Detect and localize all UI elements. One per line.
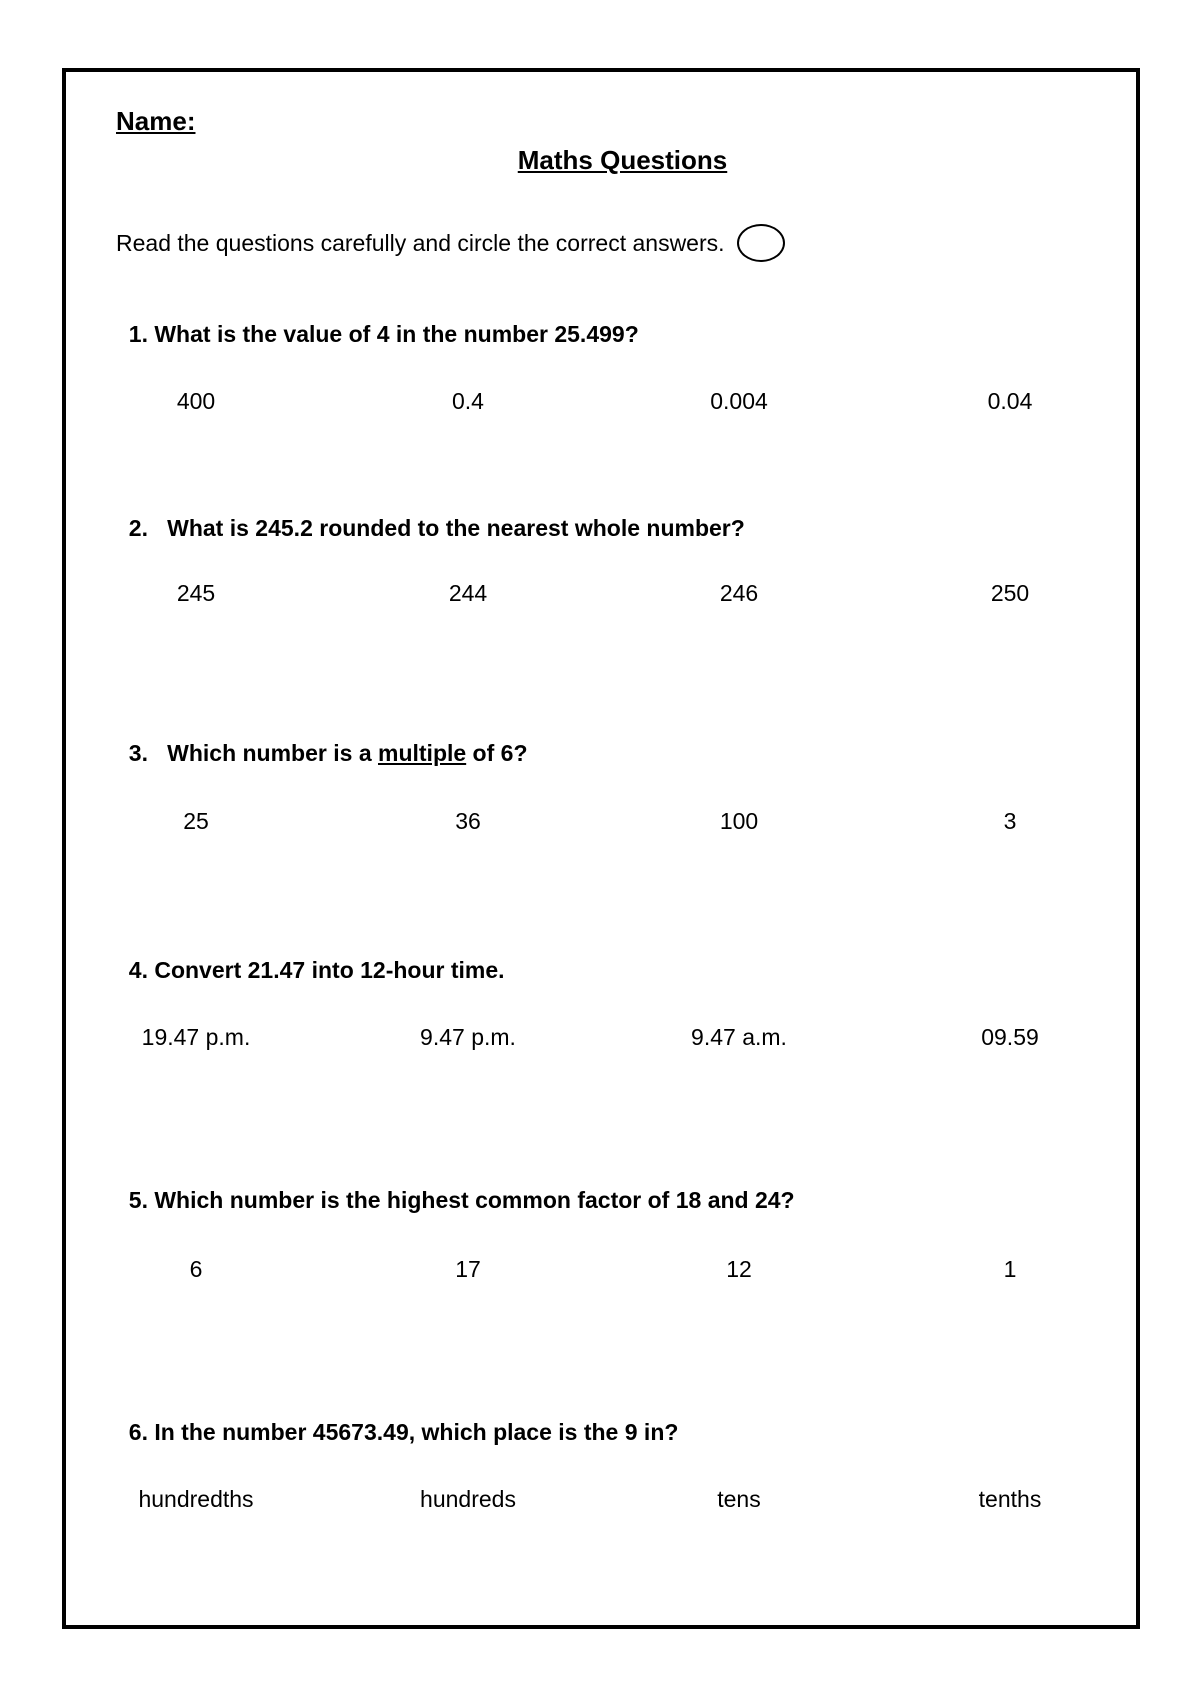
answer-option[interactable]: 19.47 p.m. (141, 1024, 251, 1050)
answer-option[interactable]: 1 (1003, 1256, 1017, 1282)
answer-option[interactable]: 100 (719, 808, 759, 834)
question-5 (116, 1160, 795, 1214)
answer-option[interactable]: hundredths (138, 1486, 254, 1512)
answers-2 (0, 580, 1200, 610)
answer-option[interactable]: 0.4 (452, 388, 484, 414)
answer-option[interactable]: 6 (189, 1256, 203, 1282)
question-text: 5. Which number is the highest common factor of 18 and 24? (128, 1187, 795, 1213)
question-text: 4. Convert 21.47 into 12-hour time. (128, 957, 505, 983)
answer-option[interactable]: 09.59 (981, 1024, 1039, 1050)
answers-6 (0, 1486, 1200, 1516)
answer-option[interactable]: 245 (176, 580, 216, 606)
answer-option[interactable]: 0.004 (710, 388, 768, 414)
answer-option[interactable]: 25 (183, 808, 209, 834)
answer-option[interactable]: 3 (1003, 808, 1017, 834)
answers-4 (0, 1024, 1200, 1054)
question-text: 3. Which number is a (128, 740, 378, 766)
name-label: Name: (116, 106, 196, 136)
answer-option[interactable]: 0.04 (987, 388, 1033, 414)
circle-icon (737, 224, 785, 262)
answer-option[interactable]: 9.47 p.m. (420, 1024, 516, 1050)
answers-1 (0, 388, 1200, 418)
page-title: Maths Questions (517, 145, 728, 175)
question-text: 1. What is the value of 4 in the number 25.499? (128, 321, 639, 347)
question-1 (116, 294, 639, 348)
instruction-text: Read the questions carefully and circle the correct answers. (116, 229, 725, 256)
answer-option[interactable]: 250 (990, 580, 1030, 606)
answer-option[interactable]: 12 (726, 1256, 752, 1282)
question-6 (116, 1392, 678, 1446)
answer-option[interactable]: 246 (719, 580, 759, 606)
answer-option[interactable]: 17 (455, 1256, 481, 1282)
instruction (116, 224, 785, 262)
answer-option[interactable]: tenths (978, 1486, 1042, 1512)
question-emphasis: multiple (378, 740, 467, 766)
answer-option[interactable]: 9.47 a.m. (691, 1024, 787, 1050)
question-text: 2. What is 245.2 rounded to the nearest whole number? (128, 515, 745, 541)
question-2 (116, 488, 745, 542)
answers-3 (0, 808, 1200, 838)
answers-5 (0, 1256, 1200, 1286)
question-4 (116, 930, 505, 984)
question-text-end: of 6? (466, 740, 528, 766)
answer-option[interactable]: tens (717, 1486, 761, 1512)
answer-option[interactable]: 400 (176, 388, 216, 414)
question-3 (116, 713, 528, 767)
question-text: 6. In the number 45673.49, which place is the 9 in? (128, 1419, 679, 1445)
answer-option[interactable]: 244 (448, 580, 488, 606)
answer-option[interactable]: hundreds (420, 1486, 516, 1512)
answer-option[interactable]: 36 (455, 808, 481, 834)
